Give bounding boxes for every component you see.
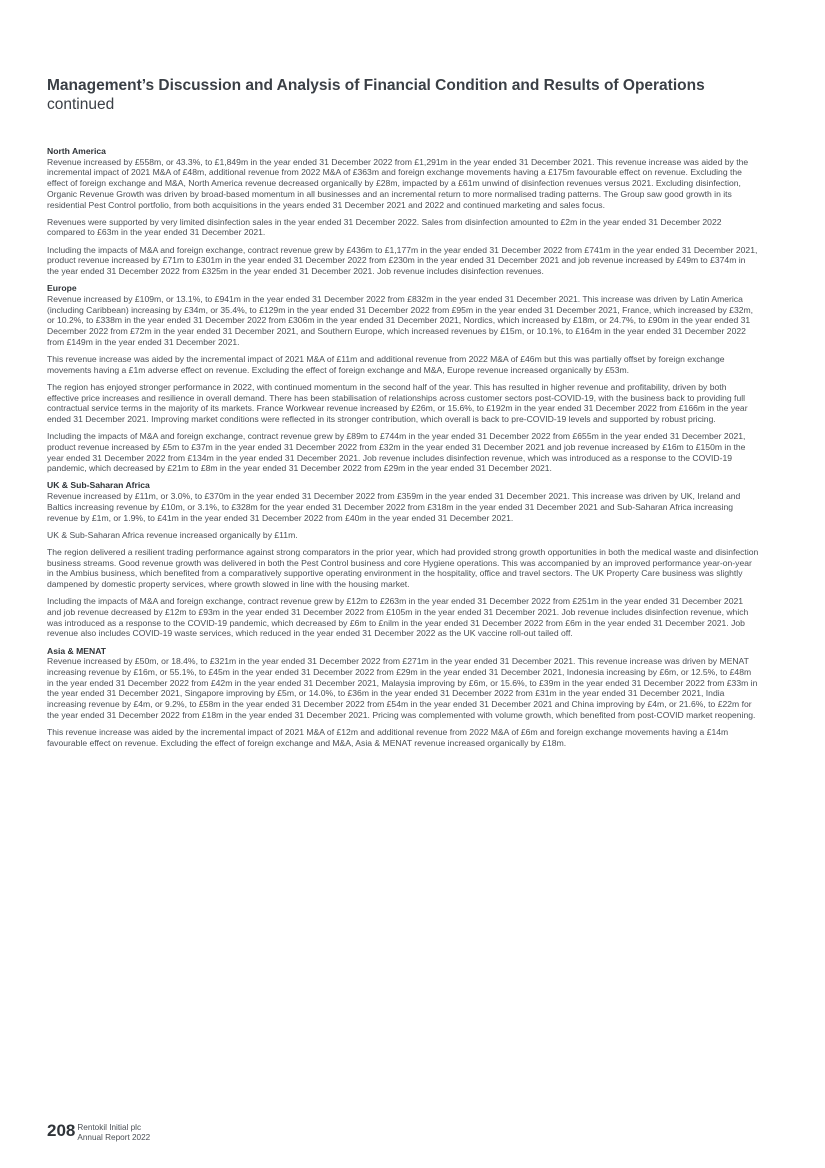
paragraph: Including the impacts of M&A and foreign exchange, contract revenue grew by £12m to £263m in the year ended 31 December 2022 from £251m in the year ended 31 December 2021 and job revenue decreased by £12m to £93m in the year ended 31 December 2022 from £105m in the year ended 31 December 2021. Job revenue includes disinfection revenue, which was introduced as a response to the COVID-19 pandemic, which decreased by £6m to £nilm in the year ended 31 December 2022 from £6m in the year ended 31 December 2021. Job revenue also includes COVID-19 waste services, which reduced in the year ended 31 December 2022 as the UK vaccine roll-out tailed off. xyxy=(47,596,749,639)
section-heading: North America xyxy=(47,146,106,156)
page-content xyxy=(47,76,759,755)
paragraph: Revenue increased by £109m, or 13.1%, to £941m in the year ended 31 December 2022 from £832m in the year ended 31 December 2021. This increase was driven by Latin America (including Caribbean) increasing by £34m, or 35.4%, to £129m in the year ended 31 December 2022 from £95m in the year ended 31 December 2021, France, which increased by £32m, or 10.2%, to £338m in the year ended 31 December 2022 from £306m in the year ended 31 December 2021, Nordics, which increased by £18m, or 24.7%, to £90m in the year ended 31 December 2022 from £72m in the year ended 31 December 2021, and Southern Europe, which increased revenues by £15m, or 10.1%, to £164m in the year ended 31 December 2022 from £149m in the year ended 31 December 2021. xyxy=(47,293,754,347)
section-europe xyxy=(47,283,759,474)
section-heading: Europe xyxy=(47,283,77,294)
section-heading: Asia & MENAT xyxy=(47,645,107,656)
footer-company: Rentokil Initial plc xyxy=(77,1123,142,1132)
section-uk-sub-saharan-africa xyxy=(47,480,759,639)
paragraph: UK & Sub-Saharan Africa revenue increased organically by £11m. xyxy=(47,529,298,540)
paragraph: Revenue increased by £50m, or 18.4%, to £321m in the year ended 31 December 2022 from £271m in the year ended 31 December 2021. This revenue increase was driven by MENAT increasing revenue by £16m, or 55.1%, to £45m in the year ended 31 December 2022 from £29m in the year ended 31 December 2021, Indonesia increasing by £6m, or 12.5%, to £48m in the year ended 31 December 2022 from £42m in the year ended 31 December 2021, Malaysia improving by £6m, or 15.6%, to £39m in the year ended 31 December 2022 from £33m in the year ended 31 December 2021, Singapore improving by £5m, or 14.0%, to £36m in the year ended 31 December 2022 from £31m in the year ended 31 December 2021, India increasing revenue by £4m, or 9.2%, to £58m in the year ended 31 December 2022 from £54m in the year ended 31 December 2021 and China improving by £4m, or 21.6%, to £22m for the year ended 31 December 2022 from £18m in the year ended 31 December 2021. Pricing was complemented with volume growth, which benefited from post-COVID market reopening. xyxy=(47,656,758,720)
footer-report: Annual Report 2022 xyxy=(77,1133,151,1142)
paragraph: This revenue increase was aided by the incremental impact of 2021 M&A of £12m and additional revenue from 2022 M&A of £6m and foreign exchange movements having a £14m favourable effect on revenue. Excluding the effect of foreign exchange and M&A, Asia & MENAT revenue increased organically by £18m. xyxy=(47,727,729,748)
footer-publication xyxy=(77,1122,150,1143)
paragraph: Revenues were supported by very limited disinfection sales in the year ended 31 December 2022. Sales from disinfection amounted to £2m in the year ended 31 December 2022 compared to £63m in the year ended 31 December 2021. xyxy=(47,216,722,238)
paragraph: Including the impacts of M&A and foreign exchange, contract revenue grew by £89m to £744m in the year ended 31 December 2022 from £655m in the year ended 31 December 2021, product revenue increased by £5m to £37m in the year ended 31 December 2022 from £32m in the year ended 31 December 2021 and job revenue increased by £16m to £150m in the year ended 31 December 2022 from £134m in the year ended 31 December 2021. Job revenue includes disinfection revenue, which was introduced as a response to the COVID-19 pandemic, which decreased by £21m to £8m in the year ended 31 December 2022 from £29m in the year ended 31 December 2021. xyxy=(47,431,746,474)
paragraph: Including the impacts of M&A and foreign exchange, contract revenue grew by £436m to £1,177m in the year ended 31 December 2022 from £741m in the year ended 31 December 2021, product revenue increased by £71m to £301m in the year ended 31 December 2022 from £230m in the year ended 31 December 2021 and job revenue increased by £49m to £374m in the year ended 31 December 2022 from £325m in the year ended 31 December 2021. Job revenue includes disinfection revenues. xyxy=(47,244,758,277)
paragraph: Revenue increased by £558m, or 43.3%, to £1,849m in the year ended 31 December 2022 from £1,291m in the year ended 31 December 2021. This revenue increase was aided by the incremental impact of 2021 M&A of £48m, additional revenue from 2022 M&A of £363m and foreign exchange movements having a £175m favourable effect on revenue. Excluding the effect of foreign exchange and M&A, North America revenue decreased organically by £28m, impacted by a £61m unwind of disinfection revenues versus 2021. Excluding disinfection, Organic Revenue Growth was driven by broad-based momentum in all businesses and an incremental return to more normalised trading patterns. The Group saw good growth in its residential Pest Control portfolio, from both acquisitions in the years ended 31 December 2021 and 2022 and continued marketing and sales focus. xyxy=(47,156,749,210)
section-north-america xyxy=(47,146,759,277)
page-footer xyxy=(47,1122,150,1143)
paragraph: Revenue increased by £11m, or 3.0%, to £370m in the year ended 31 December 2022 from £359m in the year ended 31 December 2021. This increase was driven by UK, Ireland and Baltics increasing revenue by £10m, or 3.1%, to £328m for the year ended 31 December 2022 from £318m in the year ended 31 December 2021 and Sub-Saharan Africa increasing revenue by £1m, or 1.9%, to £41m in the year ended 31 December 2022 from £40m in the year ended 31 December 2021. xyxy=(47,491,741,523)
section-heading: UK & Sub-Saharan Africa xyxy=(47,480,150,491)
page-title: Management’s Discussion and Analysis of Financial Condition and Results of Operations xyxy=(47,77,705,94)
section-asia-menat xyxy=(47,646,759,749)
paragraph: The region delivered a resilient trading performance against strong comparators in the prior year, which had provided strong growth opportunities in both the medical waste and disinfection business streams. Good revenue growth was delivered in both the Pest Control business and core Hygiene operations. This was accompanied by an improved performance year-on-year in the Ambius business, which benefited from a comparatively supportive operating environment in the hospitality, office and travel sectors. The UK Property Care business was slightly dampened by domestic property services, where growth slowed in line with the housing market. xyxy=(47,547,759,590)
page-subtitle: continued xyxy=(47,96,115,113)
page-number: 208 xyxy=(47,1121,76,1140)
paragraph: The region has enjoyed stronger performance in 2022, with continued momentum in the second half of the year. This has resulted in higher revenue and profitability, driven by both effective price increases and resilience in overall demand. There has been stabilisation of relationships across customer sectors post-COVID-19, with the business back to providing full contractual service terms in the majority of its markets. France Workwear revenue increased by £26m, or 15.6%, to £192m in the year ended 31 December 2022 from £166m in the year ended 31 December 2021. Improving market conditions were reflected in its stronger contribution, which overall is back to pre-COVID-19 levels and supported by robust pricing. xyxy=(47,381,748,424)
paragraph: This revenue increase was aided by the incremental impact of 2021 M&A of £11m and additional revenue from 2022 M&A of £46m but this was partially offset by foreign exchange movements having a £1m adverse effect on revenue. Excluding the effect of foreign exchange and M&A, Europe revenue increased organically by £53m. xyxy=(47,353,725,375)
